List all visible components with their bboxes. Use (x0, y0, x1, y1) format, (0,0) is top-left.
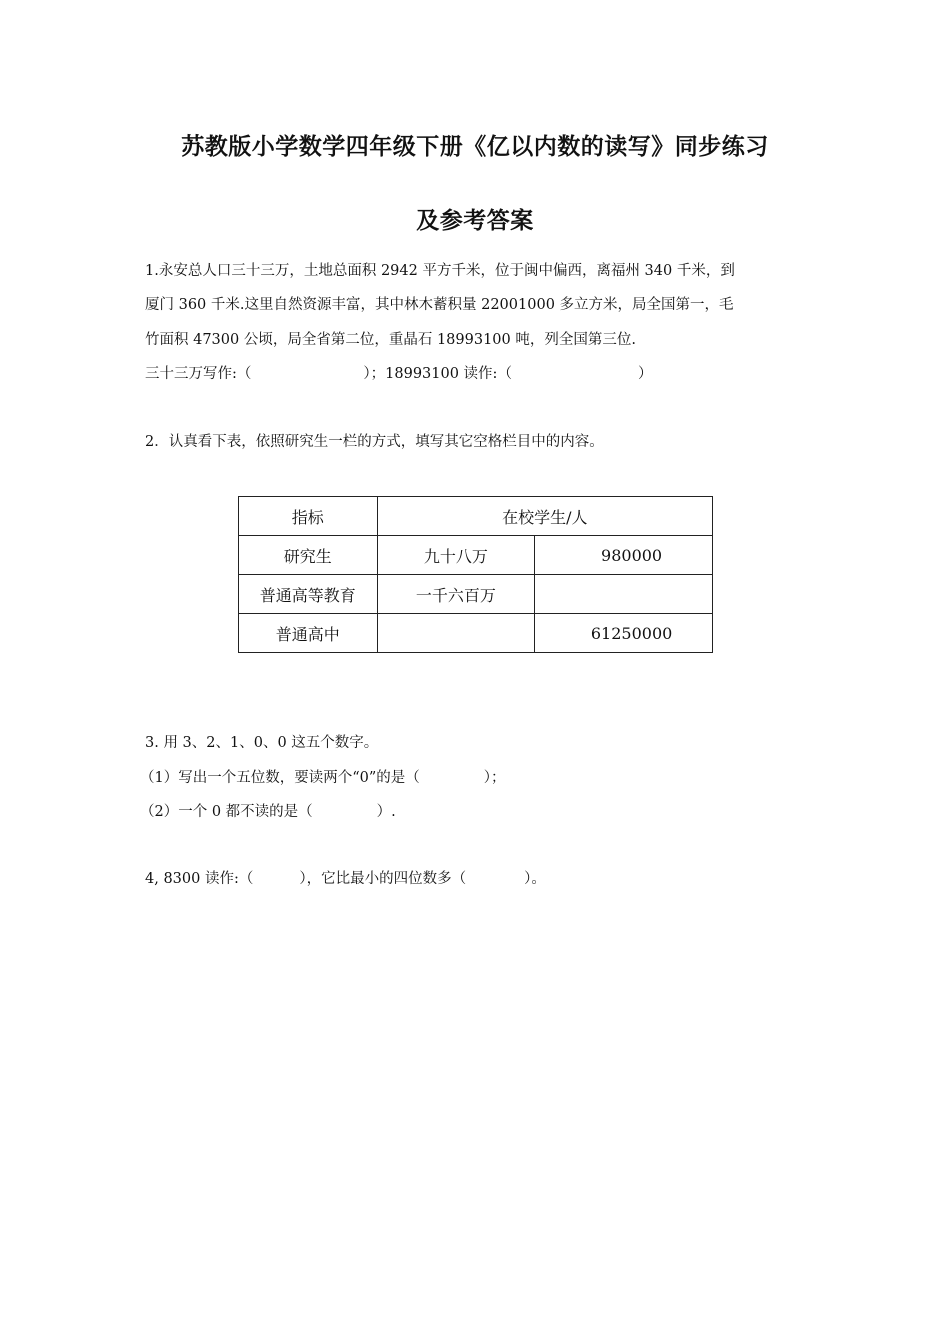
question-3-part-2-start: （2）一个 0 都不读的是（ (140, 804, 313, 820)
question-3-part-2-end: ）. (376, 804, 396, 820)
row-words: 一千六百万 (377, 575, 535, 614)
question-1-line-3: 竹面积 47300 公顷，局全省第二位，重晶石 18993100 吨，列全国第三位. (145, 332, 636, 348)
question-3-part-1 (140, 766, 506, 787)
question-1-answer-line (145, 362, 652, 383)
row-words: 九十八万 (377, 536, 535, 575)
question-4-middle: ），它比最小的四位数多（ (299, 871, 467, 887)
row-digits-blank (535, 575, 713, 614)
question-4 (145, 867, 546, 888)
question-3-intro: 3. 用 3、2、1、0、0 这五个数字。 (145, 735, 379, 751)
question-1-prompt-a-end: ）； (363, 366, 386, 382)
page-title-line2: 及参考答案 (416, 208, 534, 234)
question-4-end: ）。 (524, 871, 546, 887)
student-stats-table (238, 496, 713, 653)
row-name: 普通高等教育 (239, 575, 378, 614)
question-1-line-1: 1.永安总人口三十三万，土地总面积 2942 平方千米，位于闽中偏西，离福州 340 千米，到 (145, 263, 735, 279)
table-row (239, 536, 713, 575)
table-row (239, 614, 713, 653)
question-4-start: 4, 8300 读作:（ (145, 871, 254, 887)
question-1-prompt-a: 三十三万写作:（ (145, 366, 252, 382)
page-title-line1: 苏教版小学数学四年级下册《亿以内数的读写》同步练习 (181, 134, 769, 160)
row-name: 研究生 (239, 536, 378, 575)
question-3-part-1-end: ）； (483, 770, 506, 786)
question-3-part-2 (140, 800, 396, 821)
question-1-line-2: 厦门 360 千米.这里自然资源丰富，其中林木蓄积量 22001000 多立方米，局全国第一，毛 (145, 297, 734, 313)
row-name: 普通高中 (239, 614, 378, 653)
question-3-part-1-start: （1）写出一个五位数，要读两个“0”的是（ (140, 770, 420, 786)
row-digits: 61250000 (535, 614, 713, 653)
question-1-prompt-b-end: ） (637, 366, 653, 382)
question-1-prompt-b: 18993100 读作:（ (385, 366, 512, 382)
table-row (239, 575, 713, 614)
header-indicator: 指标 (239, 497, 378, 536)
row-digits: 980000 (535, 536, 713, 575)
table-header-row (239, 497, 713, 536)
row-words-blank (377, 614, 535, 653)
header-students: 在校学生/人 (377, 497, 712, 536)
question-2-text: 2．认真看下表，依照研究生一栏的方式，填写其它空格栏目中的内容。 (145, 434, 604, 450)
